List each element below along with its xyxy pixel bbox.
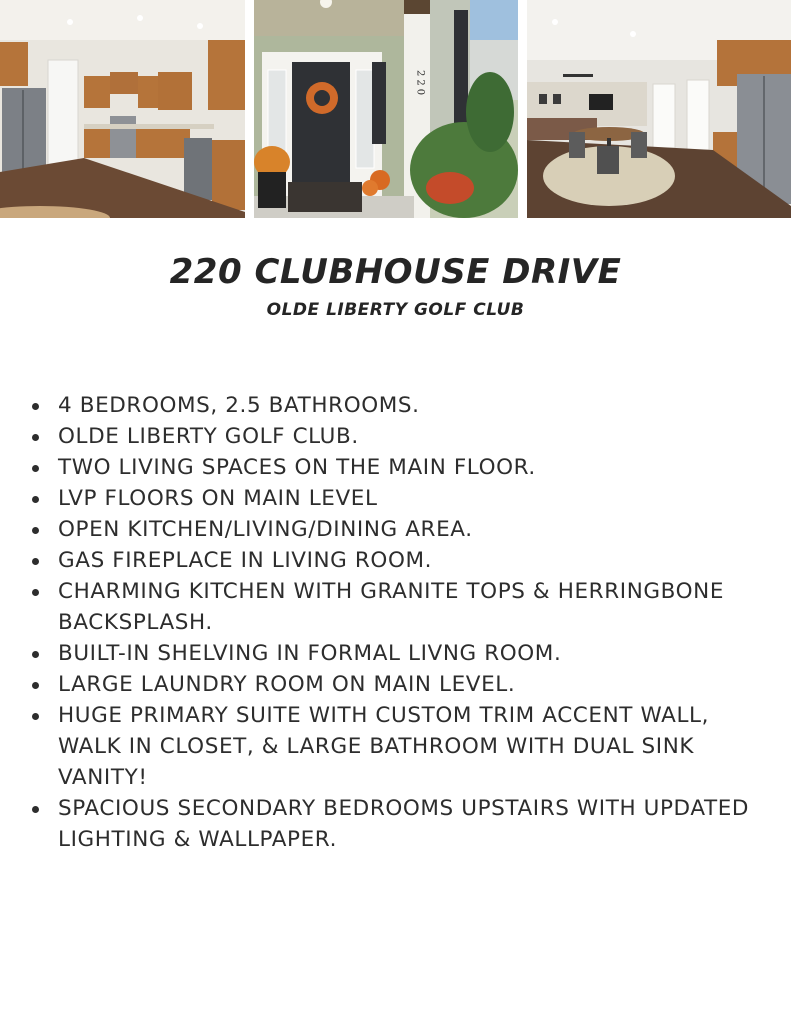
dining-living-photo [527,0,791,218]
feature-text: BUILT-IN SHELVING IN FORMAL LIVNG ROOM. [58,641,562,666]
listing-title: 220 CLUBHOUSE DRIVE [169,252,622,292]
feature-item [28,421,768,452]
feature-item [28,793,768,855]
bullet-icon [32,527,39,534]
bullet-icon [32,558,39,565]
bullet-icon [32,496,39,503]
feature-item [28,576,768,638]
house-number: 220 [414,70,426,99]
feature-text: HUGE PRIMARY SUITE WITH CUSTOM TRIM ACCENT WALL, WALK IN CLOSET, & LARGE BATHROOM WITH DUAL SINK VANITY! [58,703,710,790]
front-entry-photo [254,0,518,218]
bullet-icon [32,403,39,410]
feature-item [28,390,768,421]
bullet-icon [32,434,39,441]
feature-text: LARGE LAUNDRY ROOM ON MAIN LEVEL. [58,672,516,697]
feature-text: OLDE LIBERTY GOLF CLUB. [58,424,359,449]
feature-item [28,483,768,514]
bullet-icon [32,589,39,596]
feature-item [28,669,768,700]
feature-list [28,390,768,855]
feature-text: GAS FIREPLACE IN LIVING ROOM. [58,548,433,573]
bullet-icon [32,806,39,813]
feature-text: 4 BEDROOMS, 2.5 BATHROOMS. [58,393,420,418]
feature-item [28,638,768,669]
feature-text: CHARMING KITCHEN WITH GRANITE TOPS & HERRINGBONE BACKSPLASH. [58,579,725,635]
photo-strip [0,0,791,218]
bullet-icon [32,651,39,658]
bullet-icon [32,465,39,472]
feature-text: TWO LIVING SPACES ON THE MAIN FLOOR. [58,455,536,480]
feature-item [28,452,768,483]
bullet-icon [32,713,39,720]
bullet-icon [32,682,39,689]
listing-subtitle: OLDE LIBERTY GOLF CLUB [266,300,525,320]
feature-text: LVP FLOORS ON MAIN LEVEL [58,486,378,511]
feature-text: OPEN KITCHEN/LIVING/DINING AREA. [58,517,473,542]
feature-text: SPACIOUS SECONDARY BEDROOMS UPSTAIRS WITH UPDATED LIGHTING & WALLPAPER. [58,796,750,852]
feature-item [28,545,768,576]
feature-item [28,700,768,793]
feature-item [28,514,768,545]
kitchen-photo [0,0,245,218]
